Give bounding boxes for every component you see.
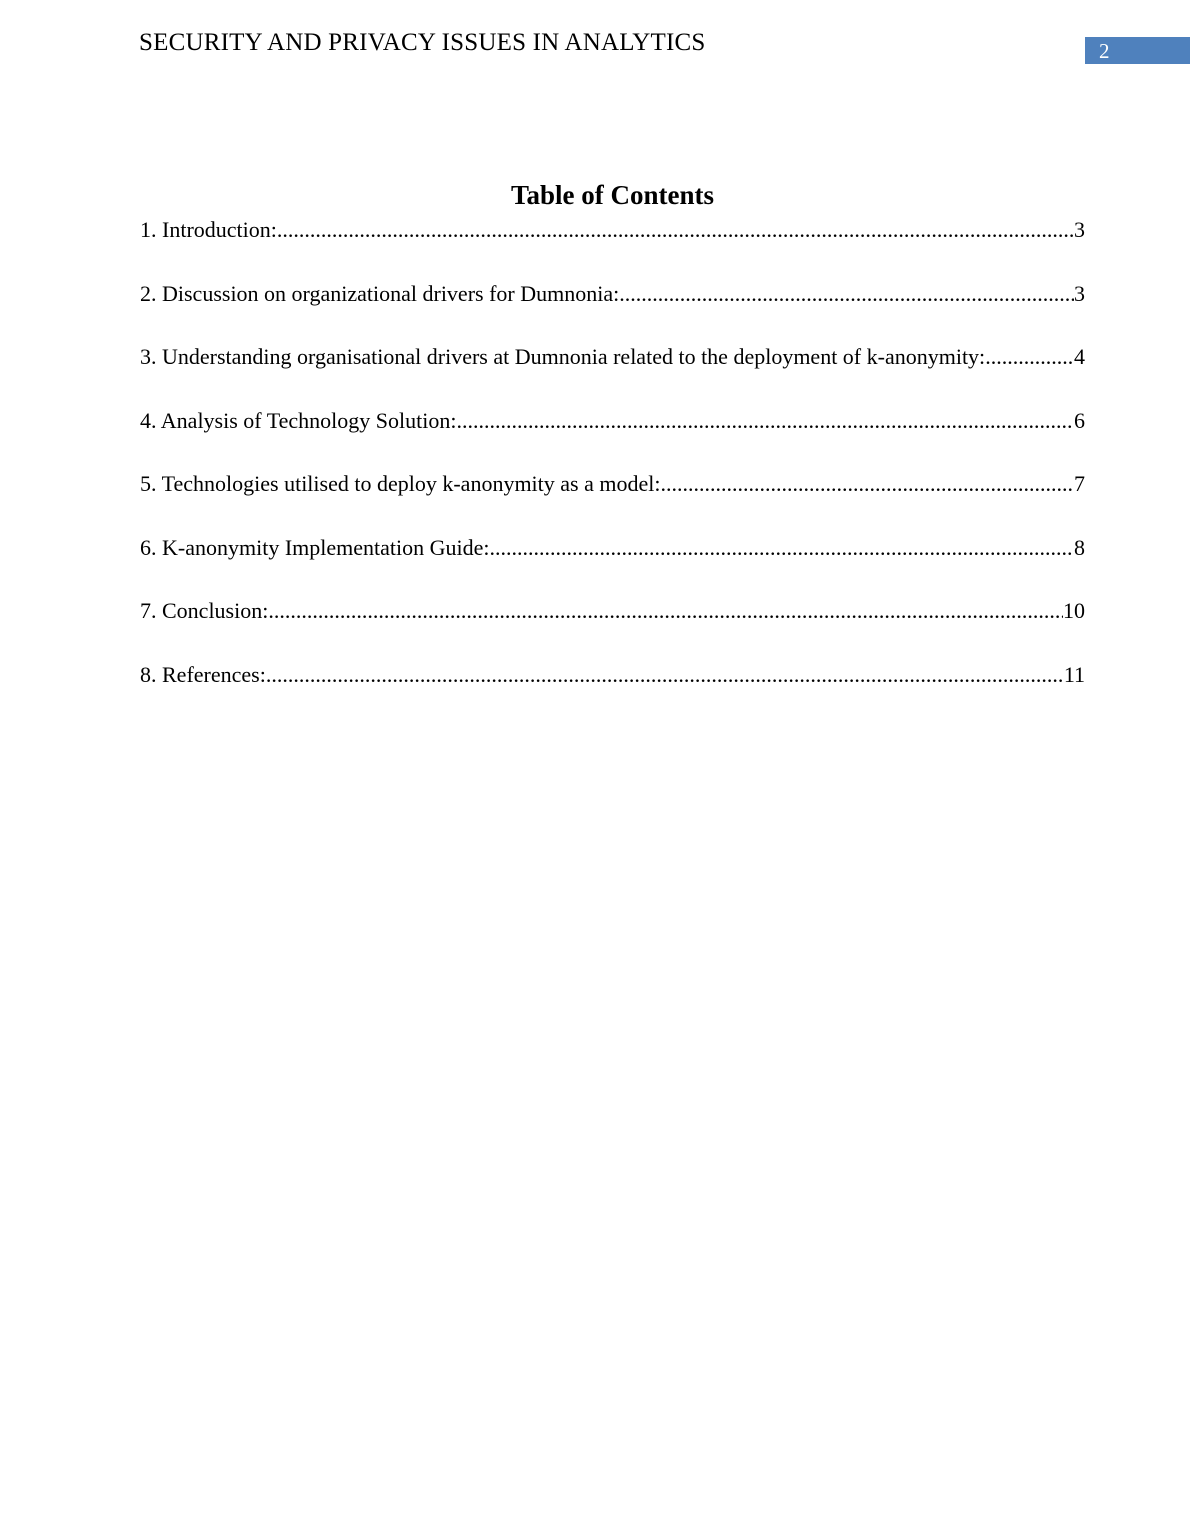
toc-entry-organizational-drivers[interactable] xyxy=(140,280,1085,344)
toc-entry-text: 5. Technologies utilised to deploy k-anonymity as a model: xyxy=(140,471,661,496)
page-number: 2 xyxy=(1099,39,1110,63)
toc-entry-page: 8 xyxy=(1074,534,1085,560)
toc-dot-leader xyxy=(490,534,1075,562)
toc-dot-leader xyxy=(985,343,1074,371)
toc-entry-text: 8. References: xyxy=(140,661,266,687)
toc-dot-leader xyxy=(277,216,1074,244)
toc-entry-conclusion[interactable] xyxy=(140,597,1085,661)
toc-entry-page: 6 xyxy=(1074,407,1085,433)
toc-dot-leader xyxy=(660,470,1074,498)
toc-entry-page: 10 xyxy=(1063,598,1085,623)
toc-entry-understanding-drivers[interactable] xyxy=(140,343,1085,407)
toc-entry-page: 4 xyxy=(1074,344,1085,369)
running-head-title: SECURITY AND PRIVACY ISSUES IN ANALYTICS xyxy=(139,29,706,56)
toc-dot-leader xyxy=(268,597,1063,625)
toc-dot-leader xyxy=(266,661,1064,689)
toc-entry-text: 3. Understanding organisational drivers at Dumnonia related to the deployment of k-anonymity: xyxy=(140,344,986,369)
toc-entry-page: 7 xyxy=(1074,471,1085,496)
toc-entry-text: 1. Introduction: xyxy=(140,217,277,242)
toc-dot-leader xyxy=(619,280,1074,308)
toc-entry-page: 3 xyxy=(1074,280,1085,306)
toc-title: Table of Contents xyxy=(510,180,715,210)
page-number-badge xyxy=(1085,37,1190,64)
toc-entry-page: 3 xyxy=(1074,217,1085,242)
toc-dot-leader xyxy=(456,407,1074,435)
toc-entry-text: 2. Discussion on organizational drivers for Dumnonia: xyxy=(140,280,620,306)
toc-entry-text: 6. K-anonymity Implementation Guide: xyxy=(140,534,490,560)
toc-entry-technologies-utilised[interactable] xyxy=(140,470,1085,534)
toc-entry-text: 4. Analysis of Technology Solution: xyxy=(140,407,457,433)
toc-entry-references[interactable] xyxy=(140,661,1085,725)
toc-entry-introduction[interactable] xyxy=(140,216,1085,280)
table-of-contents xyxy=(140,216,1085,724)
toc-entry-implementation-guide[interactable] xyxy=(140,534,1085,598)
toc-entry-technology-solution[interactable] xyxy=(140,407,1085,471)
toc-entry-page: 11 xyxy=(1063,661,1085,687)
toc-entry-text: 7. Conclusion: xyxy=(140,598,269,623)
